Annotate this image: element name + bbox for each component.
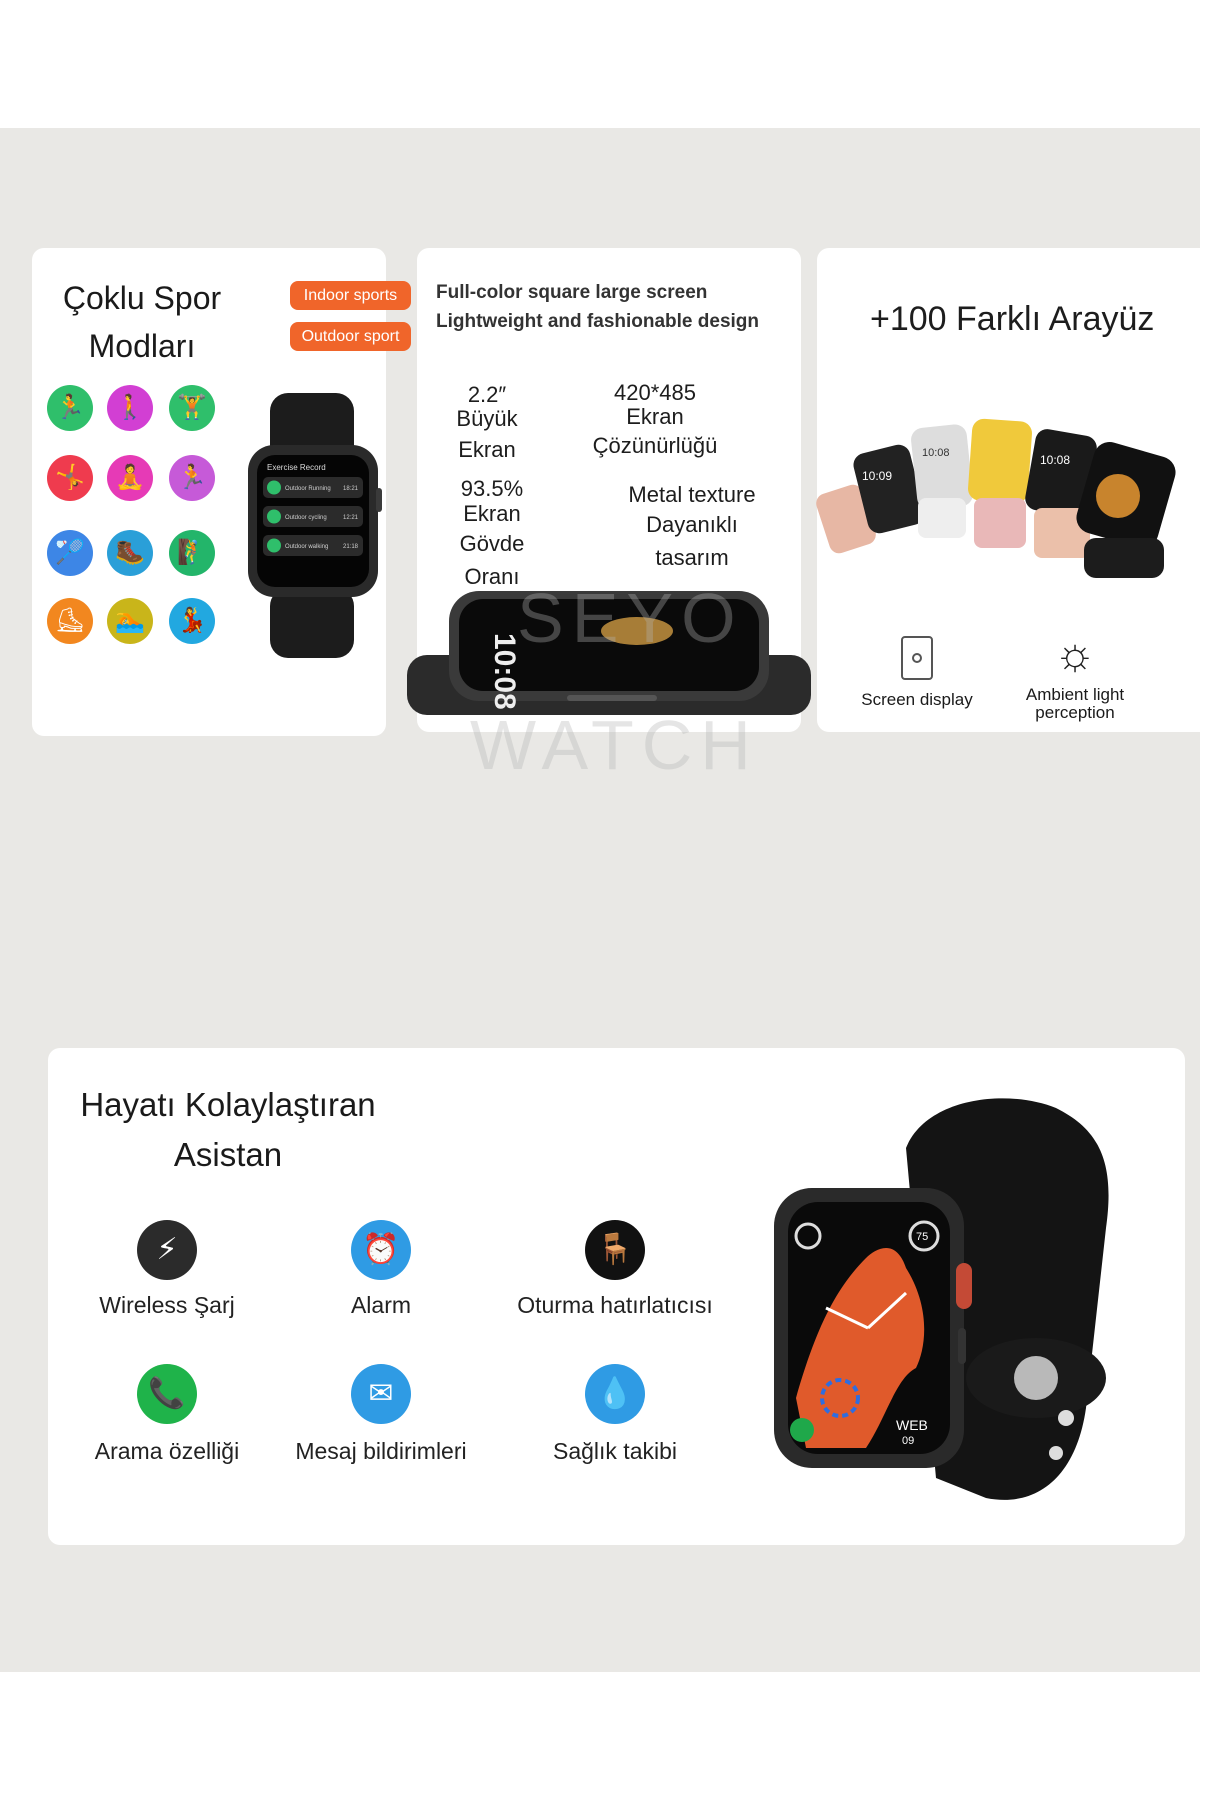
resolution-label1: Ekran	[626, 404, 684, 429]
screen-headline-1: Full-color square large screen	[436, 282, 708, 303]
resolution-value: 420*485	[614, 380, 696, 405]
resolution-label2: Çözünürlüğü	[592, 433, 718, 458]
envelope-icon: ✉	[351, 1364, 411, 1424]
screen-ratio-label1: Ekran	[463, 501, 521, 526]
exercise-row-time: 12:21	[343, 515, 359, 521]
screen-display-label: Screen display	[861, 690, 973, 709]
watch-brand-text: WEB	[896, 1417, 928, 1433]
screen-ratio-spec	[437, 476, 547, 592]
ambient-light-line2: perception	[1035, 703, 1115, 722]
exercise-row-label: Outdoor walking	[285, 544, 329, 550]
call-label: Arama özelliği	[94, 1438, 240, 1464]
exercise-row-label: Outdoor Running	[285, 486, 331, 492]
ambient-light-label	[1010, 686, 1140, 722]
lightning-icon: ⚡	[137, 1220, 197, 1280]
screen-ratio-label2: Gövde	[459, 531, 525, 556]
sports-title	[32, 274, 252, 370]
screen-headline-2: Lightweight and fashionable design	[436, 311, 760, 332]
watch-faces-card	[817, 248, 1217, 732]
screen-display-icon	[901, 636, 933, 680]
watch-watermark: WATCH	[470, 706, 759, 784]
face-time: 10:09	[862, 469, 893, 483]
screen-size-label2: Ekran	[458, 437, 516, 462]
assistant-title-line1: Hayatı Kolaylaştıran	[80, 1086, 376, 1123]
indoor-sports-pill: Indoor sports	[290, 281, 411, 310]
sports-title-line2: Modları	[88, 328, 196, 364]
message-label: Mesaj bildirimleri	[295, 1438, 467, 1464]
sit-reminder-label: Oturma hatırlatıcısı	[517, 1292, 713, 1318]
watch-time-vertical: 10:08	[488, 633, 521, 710]
health-label: Sağlık takibi	[552, 1438, 677, 1464]
watch-date-text: 09	[902, 1435, 915, 1447]
assistant-title-line2: Asistan	[173, 1136, 283, 1173]
metal-texture-label1: Metal texture	[628, 482, 756, 507]
yoga-icon: 🧘	[107, 455, 153, 501]
seyo-watermark: SEYO	[517, 579, 744, 657]
alarm-label: Alarm	[350, 1292, 412, 1318]
screen-ratio-value: 93.5%	[460, 476, 524, 501]
exercise-row	[263, 477, 363, 498]
exercise-row	[263, 535, 363, 556]
screen-ratio-label3: Oranı	[464, 564, 520, 589]
exercise-row-time: 21:18	[343, 544, 359, 550]
watch-faces-collage	[822, 398, 1202, 578]
phone-icon: 📞	[137, 1364, 197, 1424]
treadmill-icon: 🏃	[169, 455, 215, 501]
skating-icon: ⛸	[47, 598, 93, 644]
swimming-icon: 🏊	[107, 598, 153, 644]
gymnastics-icon: 🤸	[47, 455, 93, 501]
sports-title-line1: Çoklu Spor	[62, 280, 222, 316]
weightlifting-icon: 🏋	[169, 385, 215, 431]
metal-texture-label3: tasarım	[655, 545, 729, 570]
screen-size-spec	[437, 384, 537, 468]
badminton-icon: 🏸	[47, 530, 93, 576]
walking-icon: 🚶	[107, 385, 153, 431]
water-drop-icon: 💧	[585, 1364, 645, 1424]
face-time: 10:08	[1040, 453, 1071, 467]
screen-size-value: 2.2″	[467, 382, 507, 407]
assistant-title	[78, 1080, 378, 1180]
black-smartwatch-image	[756, 1078, 1176, 1528]
assistant-card	[48, 1048, 1185, 1545]
exercise-row-label: Outdoor cycling	[285, 515, 327, 521]
seat-icon: 🪑	[585, 1220, 645, 1280]
alarm-clock-icon: ⏰	[351, 1220, 411, 1280]
dance-icon: 💃	[169, 598, 215, 644]
wireless-charge-label: Wireless Şarj	[99, 1292, 235, 1318]
ambient-light-line1: Ambient light	[1025, 685, 1125, 704]
screen-size-label1: Büyük	[456, 406, 518, 431]
sun-icon: ☼	[1053, 627, 1097, 679]
climbing-icon: 🧗	[169, 530, 215, 576]
outdoor-sport-pill: Outdoor sport	[290, 322, 411, 351]
complication-value: 75	[916, 1231, 929, 1243]
metal-texture-label2: Dayanıklı	[646, 512, 738, 537]
exercise-row	[263, 506, 363, 527]
resolution-spec	[585, 380, 725, 464]
sports-modes-card	[32, 248, 400, 736]
hiking-icon: 🥾	[107, 530, 153, 576]
screen-specs-card	[417, 248, 801, 732]
faces-title: +100 Farklı Arayüz	[870, 300, 1155, 338]
exercise-record-header: Exercise Record	[267, 463, 326, 472]
running-icon: 🏃	[47, 385, 93, 431]
exercise-row-time: 18:21	[343, 486, 359, 492]
metal-texture-spec	[607, 480, 777, 576]
face-time: 10:08	[922, 447, 950, 459]
watch-exercise-record	[245, 393, 385, 658]
